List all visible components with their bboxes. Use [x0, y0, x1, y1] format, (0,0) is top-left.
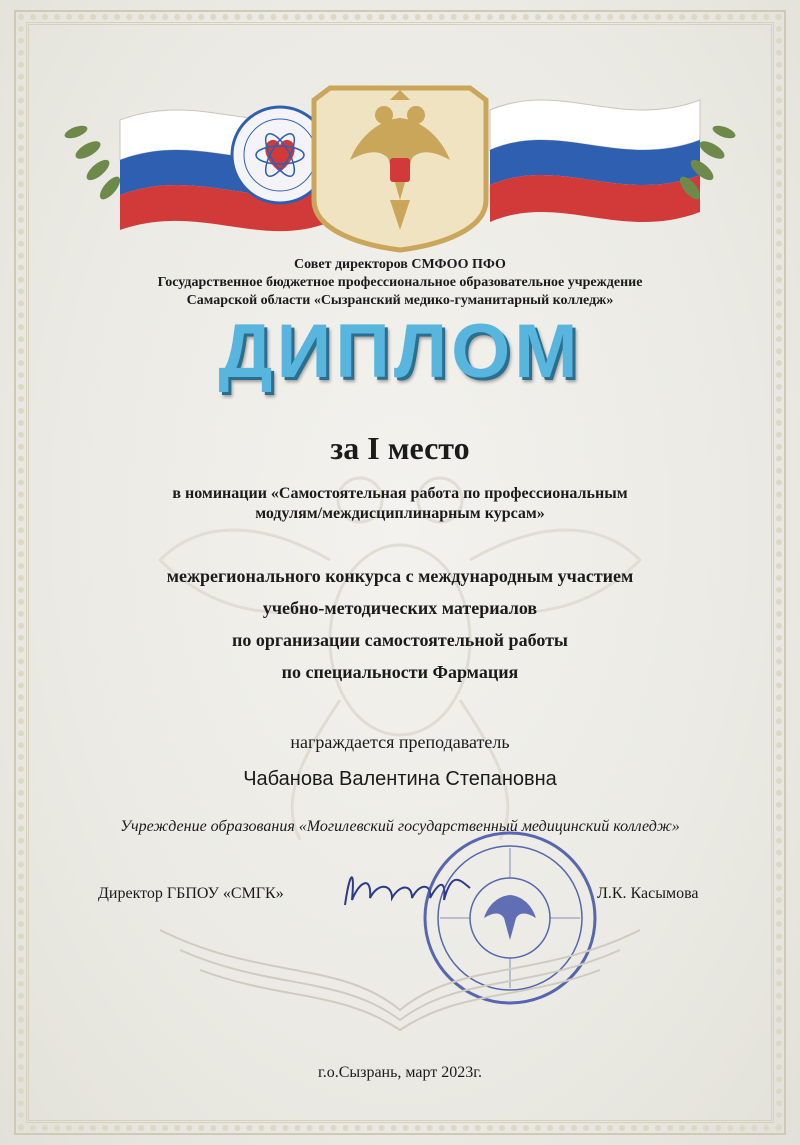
contest-line-1: межрегионального конкурса с международным участием — [166, 566, 634, 586]
contest-line-3: по организации самостоятельной работы — [232, 630, 568, 650]
contest-line-4: по специальности Фармация — [281, 662, 519, 682]
signatory-name: Л.К. Касымова — [597, 885, 699, 902]
place-and-date: г.о.Сызрань, март 2023г. — [317, 1064, 483, 1081]
contest-line-2: учебно-методических материалов — [262, 598, 538, 618]
nomination-line-1: в номинации «Самостоятельная работа по профессиональным — [172, 485, 628, 502]
recipient-name: Чабанова Валентина Степановна — [243, 768, 557, 790]
diploma-title: ДИПЛОМ — [218, 309, 582, 394]
issuer-line-1: Совет директоров СМФОО ПФО — [294, 257, 506, 272]
issuer-line-2: Государственное бюджетное профессиональное образовательное учреждение — [157, 275, 643, 290]
issuer-line-3: Самарской области «Сызранский медико-гуманитарный колледж» — [186, 293, 614, 308]
signatory-role: Директор ГБПОУ «СМГК» — [98, 885, 284, 902]
award-place: за I место — [330, 430, 470, 466]
nomination-line-2: модулям/междисциплинарным курсам» — [255, 505, 545, 522]
awarded-label: награждается преподаватель — [290, 732, 510, 752]
recipient-institution: Учреждение образования «Могилевский государственный медицинский колледж» — [120, 818, 680, 835]
